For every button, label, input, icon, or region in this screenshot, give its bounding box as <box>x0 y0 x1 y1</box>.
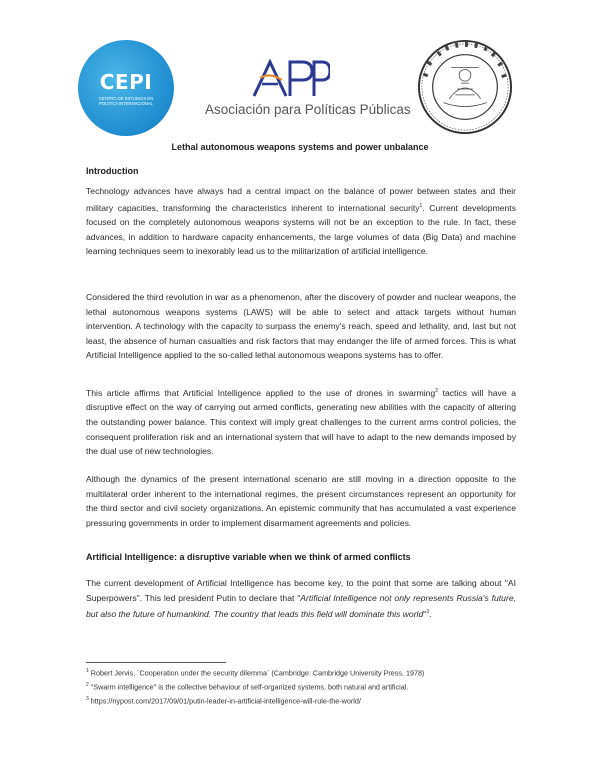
paragraph-text: . Current developments focused on the completely autonomous weapons systems will not be an exception to the rule. In fact, these advances, in addition to hardware capacity enhancements, the large volumes of data (Big Data) and machine learning techniques seem to inexorably lead us to the militarization of artificial intelligence. <box>86 202 516 257</box>
document-title: Lethal autonomous weapons systems and power unbalance <box>171 142 429 152</box>
footnote-ref: 3 <box>426 609 430 616</box>
app-logo-name: Asociación para Políticas Públicas <box>205 102 411 117</box>
paragraph-text: Although the dynamics of the present international scenario are still moving in a direction opposite to the multilateral order inherent to the international regimes, the present circumstances represent an opportunity for the third sector and civil society organizations. An epistemic community that has accumulated a vast experience pressuring governments in order to implement disarmament agreements and policies. <box>86 474 516 528</box>
app-logo-mark <box>250 58 330 98</box>
footnote-ref: 2 <box>435 388 438 394</box>
paragraph <box>86 576 516 622</box>
uba-seal <box>416 38 514 136</box>
paragraph-text: Considered the third revolution in war as a phenomenon, after the discovery of powder and nuclear weapons, the lethal autonomous weapons systems (LAWS) will be able to select and attack targets without human intervention. A technology with the capacity to surpass the enemy's reach, speed and lethality, and, last but not least, the absence of human casualties and risk factors that may endanger the life of armed forces. This is what Artificial Intelligence applied to the so-called lethal autonomous weapons systems has to offer. <box>86 292 516 361</box>
paragraph <box>86 384 516 459</box>
cepi-logo <box>78 40 174 136</box>
footnote <box>86 682 408 691</box>
paragraph-text: The current development of Artificial Intelligence has become key, to the point that some are talking about "AI Superpowers". This led president Putin to declare that " <box>86 578 516 603</box>
paragraph <box>86 472 516 530</box>
section-heading-introduction: Introduction <box>86 166 139 176</box>
paragraph-text: Technology advances have always had a central impact on the balance of power between states and their military capacities, transforming the characteristics inherent to international security <box>86 186 516 213</box>
footnote-number: 1 <box>86 668 89 674</box>
cepi-logo-text: CEPI <box>99 70 153 94</box>
paragraph <box>86 184 516 259</box>
paragraph-text: " <box>423 609 427 620</box>
footnote-divider <box>86 662 226 663</box>
footnote-text: "Swarm intelligence" is the collective behaviour of self-organized systems, both natural and artificial. <box>88 682 409 692</box>
footnote <box>86 668 424 677</box>
footnote-number: 3 <box>86 696 89 702</box>
footnote-number: 2 <box>86 682 89 688</box>
paragraph <box>86 290 516 363</box>
paragraph-text: tactics will have a disruptive effect on the way of carrying out armed conflicts, generating new abilities with the capacity of altering the outstanding power balance. This context will imply great challenges to the current arms control policies, the consequent proliferation risk and an international system that will have to adapt to the new demands imposed by the dual use of new technologies. <box>86 387 516 457</box>
section-heading-ai: Artificial Intelligence: a disruptive variable when we think of armed conflicts <box>86 552 411 562</box>
footnote <box>86 696 361 705</box>
quote-text: Artificial Intelligence not only represents Russia's future, but also the future of humankind. The country that leads this field will dominate this world <box>86 592 516 620</box>
paragraph-text: . <box>429 609 432 620</box>
footnote-link[interactable]: https://nypost.com/2017/09/01/putin-leader-in-artificial-intelligence-will-rule-the-world/ <box>88 696 361 706</box>
footnote-text: Robert Jervis, ¨Cooperation under the security dilemma¨ (Cambridge: Cambridge University Press, 1978) <box>88 668 425 678</box>
cepi-logo-subtext: CENTRO DE ESTUDIOS EN POLÍTICA INTERNACIONAL <box>98 96 154 106</box>
app-logo <box>200 58 410 128</box>
footnote-ref: 1 <box>419 202 423 209</box>
paragraph-text: This article affirms that Artificial Intelligence applied to the use of drones in swarming <box>86 387 436 398</box>
